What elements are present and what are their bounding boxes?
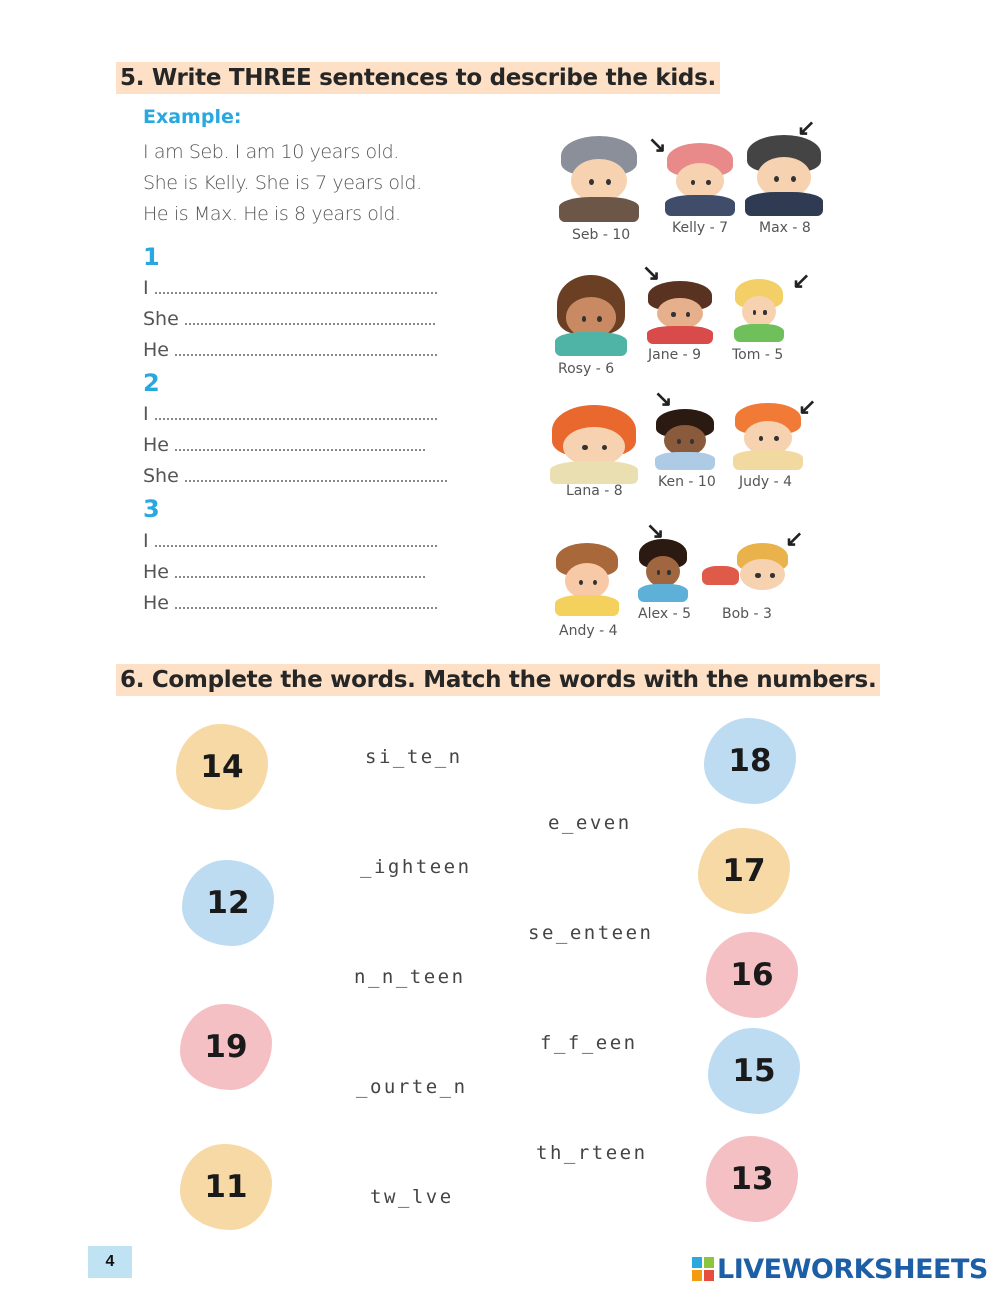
kid-label: Andy - 4: [559, 623, 618, 639]
answer-line-start: He: [143, 592, 169, 614]
dotted-line: [155, 406, 437, 420]
answer-line[interactable]: [143, 339, 437, 361]
page-number: 4: [88, 1246, 132, 1278]
brand-name: LIVEWORKSHEETS: [717, 1253, 988, 1285]
example-line-3: He is Max. He is 8 years old.: [143, 203, 401, 225]
dotted-line: [175, 342, 437, 356]
number-label: 19: [204, 1029, 248, 1065]
number-blob[interactable]: [704, 718, 796, 804]
word-item[interactable]: tw_lve: [370, 1186, 454, 1208]
kid-label: Kelly - 7: [672, 220, 729, 236]
number-label: 16: [730, 957, 774, 993]
liveworksheets-logo[interactable]: [692, 1253, 988, 1285]
kid-illustration: [732, 276, 786, 342]
word-item[interactable]: se_enteen: [528, 922, 654, 944]
number-label: 17: [722, 853, 766, 889]
group-1-number: 1: [143, 243, 160, 271]
number-label: 13: [730, 1161, 774, 1197]
number-label: 18: [728, 743, 772, 779]
answer-line-start: He: [143, 339, 169, 361]
kid-illustration: [730, 400, 806, 470]
answer-line-start: She: [143, 465, 179, 487]
number-blob[interactable]: [706, 932, 798, 1018]
number-label: 14: [200, 749, 244, 785]
answer-line[interactable]: [143, 530, 437, 552]
logo-mark-icon: [692, 1257, 714, 1281]
number-label: 11: [204, 1169, 248, 1205]
example-line-1: I am Seb. I am 10 years old.: [143, 141, 399, 163]
word-item[interactable]: si_te_n: [365, 746, 463, 768]
kid-label: Lana - 8: [566, 483, 623, 499]
dotted-line: [175, 564, 425, 578]
arrow-icon: ↘: [642, 260, 661, 285]
section-5-title: 5. Write THREE sentences to describe the kids.: [116, 62, 720, 94]
kid-illustration: [700, 540, 792, 604]
dotted-line: [175, 595, 437, 609]
kid-illustration: [662, 140, 738, 216]
kid-illustration: [556, 132, 642, 222]
kid-label: Rosy - 6: [558, 361, 615, 377]
dotted-line: [155, 533, 437, 547]
dotted-line: [185, 468, 447, 482]
answer-line[interactable]: [143, 403, 437, 425]
word-item[interactable]: _ourte_n: [356, 1076, 468, 1098]
number-blob[interactable]: [176, 724, 268, 810]
answer-line[interactable]: [143, 561, 425, 583]
word-item[interactable]: n_n_teen: [354, 966, 466, 988]
answer-line[interactable]: [143, 277, 437, 299]
kid-illustration: [636, 536, 690, 602]
answer-line-start: He: [143, 434, 169, 456]
number-blob[interactable]: [708, 1028, 800, 1114]
number-label: 12: [206, 885, 250, 921]
answer-line[interactable]: [143, 465, 447, 487]
section-6-title: 6. Complete the words. Match the words with the numbers.: [116, 664, 880, 696]
arrow-icon: ↙: [792, 268, 811, 293]
dotted-line: [185, 311, 435, 325]
number-blob[interactable]: [706, 1136, 798, 1222]
number-blob[interactable]: [180, 1004, 272, 1090]
arrow-icon: ↙: [785, 526, 804, 551]
kid-label: Alex - 5: [638, 606, 691, 622]
kid-label: Bob - 3: [722, 606, 772, 622]
answer-line-start: I: [143, 403, 149, 425]
group-2-number: 2: [143, 369, 160, 397]
answer-line-start: She: [143, 308, 179, 330]
arrow-icon: ↙: [797, 115, 816, 140]
kid-illustration: [742, 132, 826, 216]
dotted-line: [175, 437, 425, 451]
kid-illustration: [552, 272, 630, 356]
arrow-icon: ↘: [646, 518, 665, 543]
answer-line-start: I: [143, 277, 149, 299]
arrow-icon: ↘: [648, 132, 667, 157]
number-blob[interactable]: [180, 1144, 272, 1230]
kid-illustration: [644, 278, 716, 344]
number-blob[interactable]: [182, 860, 274, 946]
dotted-line: [155, 280, 437, 294]
word-item[interactable]: f_f_een: [540, 1032, 638, 1054]
word-item[interactable]: th_rteen: [536, 1142, 648, 1164]
number-label: 15: [732, 1053, 776, 1089]
answer-line-start: He: [143, 561, 169, 583]
answer-line-start: I: [143, 530, 149, 552]
arrow-icon: ↘: [654, 386, 673, 411]
kid-illustration: [652, 406, 718, 470]
kid-illustration: [546, 402, 642, 484]
word-item[interactable]: e_even: [548, 812, 632, 834]
arrow-icon: ↙: [798, 394, 817, 419]
kid-label: Seb - 10: [572, 227, 631, 243]
kid-label: Max - 8: [759, 220, 811, 236]
kid-label: Tom - 5: [732, 347, 784, 363]
group-3-number: 3: [143, 495, 160, 523]
example-label: Example:: [143, 106, 242, 128]
example-line-2: She is Kelly. She is 7 years old.: [143, 172, 422, 194]
number-blob[interactable]: [698, 828, 790, 914]
kid-label: Judy - 4: [739, 474, 793, 490]
answer-line[interactable]: [143, 434, 425, 456]
kid-illustration: [552, 540, 622, 616]
kid-label: Ken - 10: [658, 474, 716, 490]
kid-label: Jane - 9: [648, 347, 702, 363]
word-item[interactable]: _ighteen: [360, 856, 472, 878]
answer-line[interactable]: [143, 308, 435, 330]
answer-line[interactable]: [143, 592, 437, 614]
